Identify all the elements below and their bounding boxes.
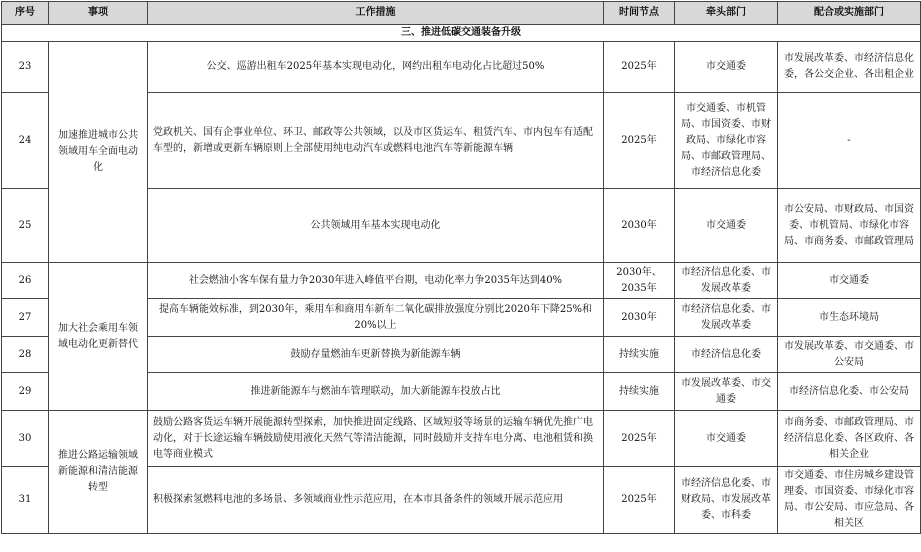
row-measure: 党政机关、国有企事业单位、环卫、邮政等公共领域，以及市区货运车、租赁汽车、市内包车有适配车型的，新增或更新车辆原则上全部使用纯电动汽车或燃料电池汽车等新能源车辆	[148, 93, 604, 189]
row-time: 持续实施	[604, 337, 675, 373]
row-time: 2030年	[604, 189, 675, 263]
row-measure: 鼓励存量燃油车更新替换为新能源车辆	[148, 337, 604, 373]
row-measure: 提高车辆能效标准，到2030年，乘用车和商用车新车二氧化碳排放强度分别比2020年下降25%和20%以上	[148, 299, 604, 337]
row-no: 31	[2, 467, 49, 534]
measures-table	[1, 1, 921, 534]
group-item: 推进公路运输领域新能源和清洁能源转型	[49, 411, 148, 534]
header-time: 时间节点	[604, 2, 675, 25]
row-no: 27	[2, 299, 49, 337]
row-lead: 市交通委	[675, 411, 778, 467]
row-no: 26	[2, 263, 49, 299]
table-row	[2, 42, 921, 93]
section-title: 三、推进低碳交通装备升级	[2, 25, 921, 42]
section-row	[2, 25, 921, 42]
row-time: 2025年	[604, 93, 675, 189]
row-time: 2025年	[604, 467, 675, 534]
row-lead: 市交通委	[675, 189, 778, 263]
row-coop: 市生态环境局	[778, 299, 921, 337]
row-measure: 社会燃油小客车保有量力争2030年进入峰值平台期，电动化率力争2035年达到40%	[148, 263, 604, 299]
row-time: 2025年	[604, 411, 675, 467]
row-lead: 市经济信息化委	[675, 337, 778, 373]
row-no: 25	[2, 189, 49, 263]
row-no: 29	[2, 373, 49, 411]
row-coop: 市公安局、市财政局、市国资委、市机管局、市绿化市容局、市商务委、市邮政管理局	[778, 189, 921, 263]
row-lead: 市交通委、市机管局、市国资委、市财政局、市绿化市容局、市邮政管理局、市经济信息化委	[675, 93, 778, 189]
row-coop: 市商务委、市邮政管理局、市经济信息化委、各区政府、各相关企业	[778, 411, 921, 467]
row-coop: -	[778, 93, 921, 189]
row-lead: 市发展改革委、市交通委	[675, 373, 778, 411]
group-item: 加大社会乘用车领域电动化更新替代	[49, 263, 148, 411]
row-measure: 鼓励公路客货运车辆开展能源转型探索，加快推进固定线路、区域短驳等场景的运输车辆优先推广电动化，对于长途运输车辆鼓励使用液化天然气等清洁能源，同时鼓励并支持车电分离、电池租赁和换电等商业模式	[148, 411, 604, 467]
header-item: 事项	[49, 2, 148, 25]
table-row	[2, 263, 921, 299]
row-time: 持续实施	[604, 373, 675, 411]
row-no: 23	[2, 42, 49, 93]
row-coop: 市经济信息化委、市公安局	[778, 373, 921, 411]
row-coop: 市交通委	[778, 263, 921, 299]
table-header-row	[2, 2, 921, 25]
row-no: 30	[2, 411, 49, 467]
header-no: 序号	[2, 2, 49, 25]
row-lead: 市经济信息化委、市发展改革委	[675, 299, 778, 337]
header-measure: 工作措施	[148, 2, 604, 25]
row-no: 24	[2, 93, 49, 189]
row-lead: 市经济信息化委、市发展改革委	[675, 263, 778, 299]
row-measure: 公交、巡游出租车2025年基本实现电动化，网约出租车电动化占比超过50%	[148, 42, 604, 93]
row-time: 2025年	[604, 42, 675, 93]
row-measure: 积极探索氢燃料电池的多场景、多领域商业性示范应用，在本市具备条件的领域开展示范应用	[148, 467, 604, 534]
row-time: 2030年、2035年	[604, 263, 675, 299]
table-row	[2, 411, 921, 467]
row-lead: 市经济信息化委、市财政局、市发展改革委、市科委	[675, 467, 778, 534]
row-coop: 市交通委、市住房城乡建设管理委、市国资委、市绿化市容局、市公安局、市应急局、各相关区	[778, 467, 921, 534]
row-time: 2030年	[604, 299, 675, 337]
header-coop: 配合或实施部门	[778, 2, 921, 25]
row-lead: 市交通委	[675, 42, 778, 93]
row-measure: 推进新能源车与燃油车管理联动，加大新能源车投放占比	[148, 373, 604, 411]
row-no: 28	[2, 337, 49, 373]
group-item: 加速推进城市公共领域用车全面电动化	[49, 42, 148, 263]
row-coop: 市发展改革委、市经济信息化委，各公交企业、各出租企业	[778, 42, 921, 93]
header-lead: 牵头部门	[675, 2, 778, 25]
row-coop: 市发展改革委、市交通委、市公安局	[778, 337, 921, 373]
row-measure: 公共领域用车基本实现电动化	[148, 189, 604, 263]
